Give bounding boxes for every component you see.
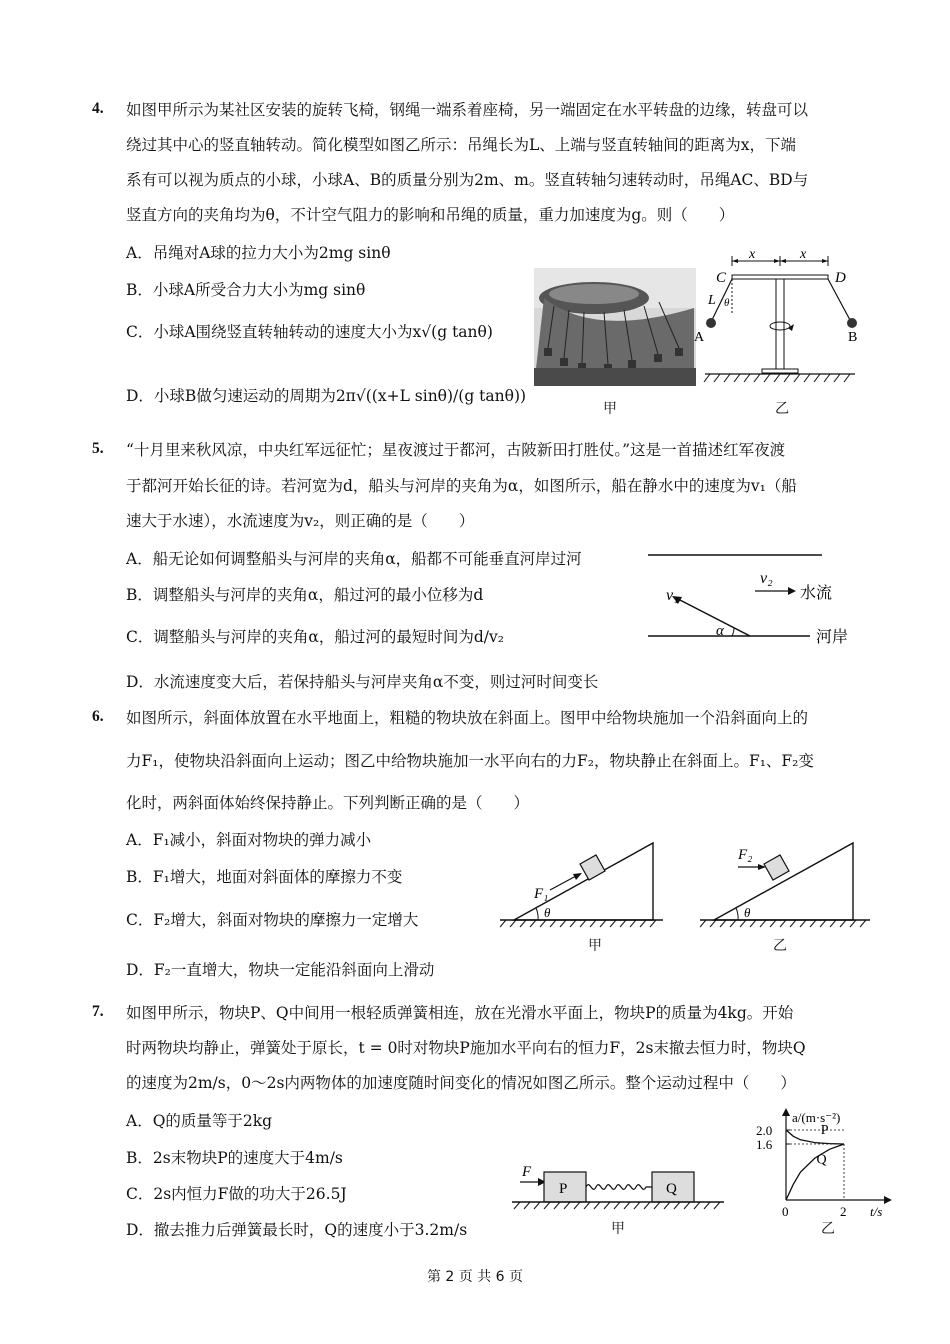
q5-line2: 于都河开始长征的诗。若河宽为d，船头与河岸的夹角为α，如图所示，船在静水中的速度为v₁（船 bbox=[126, 477, 797, 495]
q7-number: 7. bbox=[92, 1003, 104, 1020]
label-c: C bbox=[716, 270, 727, 286]
q4-line2: 绕过其中心的竖直轴转动。简化模型如图乙所示：吊绳长为L、上端与竖直转轴间的距离为x，下端 bbox=[126, 136, 797, 154]
q6-line3: 化时，两斜面体始终保持静止。下列判断正确的是（ ） bbox=[126, 794, 530, 812]
q4-number: 4. bbox=[92, 100, 104, 117]
label-d: D bbox=[835, 270, 846, 286]
x-tick-label: 0 bbox=[782, 1204, 789, 1219]
q7-option-b: B．2s末物块P的速度大于4m/s bbox=[126, 1149, 343, 1167]
series-q-curve bbox=[786, 1144, 844, 1200]
q4-rotation-diagram bbox=[690, 244, 870, 396]
series-p-label: P bbox=[820, 1123, 829, 1139]
label-theta: θ bbox=[724, 297, 730, 309]
q4-option-d: D．小球B做匀速运动的周期为2π√((x+L sinθ)/(g tanθ)) bbox=[126, 387, 527, 405]
q5-river-diagram bbox=[640, 545, 870, 655]
q6-option-a: A．F₁减小，斜面对物块的弹力减小 bbox=[126, 831, 372, 849]
q7-fig-jia-caption: 甲 bbox=[611, 1221, 625, 1237]
q5-option-c: C．调整船头与河岸的夹角α，船过河的最短时间为d/v₂ bbox=[126, 628, 504, 646]
label-a: A bbox=[694, 330, 705, 345]
q6-fig-jia-caption: 甲 bbox=[588, 938, 602, 954]
chart-ylabel: a/(m·s⁻²) bbox=[792, 1110, 841, 1125]
label-l: L bbox=[708, 293, 716, 308]
q6-option-c: C．F₂增大，斜面对物块的摩擦力一定增大 bbox=[126, 911, 419, 929]
label-alpha: α bbox=[716, 623, 724, 639]
acceleration-time-chart bbox=[750, 1104, 900, 1234]
label-theta-yi: θ bbox=[744, 905, 751, 920]
q6-option-b: B．F₁增大，地面对斜面体的摩擦力不变 bbox=[126, 868, 403, 886]
q7-line1: 如图甲所示，物块P、Q中间用一根轻质弹簧相连，放在光滑水平面上，物块P的质量为4kg。开始 bbox=[126, 1004, 794, 1022]
label-f1: F₁ bbox=[534, 886, 549, 902]
label-v2: v₂ bbox=[760, 570, 773, 587]
q4-fig-yi-caption: 乙 bbox=[775, 401, 789, 417]
q7-line3: 的速度为2m/s，0～2s内两物体的加速度随时间变化的情况如图乙所示。整个运动过程中（ ） bbox=[126, 1074, 796, 1092]
q7-option-c: C．2s内恒力F做的功大于26.5J bbox=[126, 1185, 347, 1203]
q4-fig-jia-caption: 甲 bbox=[603, 401, 617, 417]
q4-line3: 系有可以视为质点的小球，小球A、B的质量分别为2m、m。竖直转轴匀速转动时，吊绳AC、BD与 bbox=[126, 171, 809, 189]
y-tick-label: 1.6 bbox=[756, 1137, 773, 1152]
q6-incline-diagrams bbox=[498, 835, 878, 955]
label-b: B bbox=[848, 330, 858, 345]
q4-line1: 如图甲所示为某社区安装的旋转飞椅，钢绳一端系着座椅，另一端固定在水平转盘的边缘，转盘可以 bbox=[126, 101, 809, 119]
q6-number: 6. bbox=[92, 708, 104, 725]
q5-option-b: B．调整船头与河岸的夹角α，船过河的最小位移为d bbox=[126, 586, 484, 604]
q5-line1: “十月里来秋风凉，中央红军远征忙；星夜渡过于都河，古陂新田打胜仗。”这是一首描述红军夜渡 bbox=[126, 441, 786, 459]
q7-option-d: D．撤去推力后弹簧最长时，Q的速度小于3.2m/s bbox=[126, 1221, 468, 1239]
q4-line4: 竖直方向的夹角均为θ，不计空气阻力的影响和吊绳的质量，重力加速度为g。则（ ） bbox=[126, 206, 735, 224]
series-q-label: Q bbox=[816, 1152, 827, 1168]
block-q-label: Q bbox=[666, 1181, 677, 1197]
series-p-curve bbox=[786, 1130, 844, 1144]
y-tick-label: 2.0 bbox=[756, 1123, 773, 1138]
label-f2: F₂ bbox=[738, 847, 753, 863]
x-tick-label: 2 bbox=[840, 1204, 847, 1219]
q7-fig-yi-caption: 乙 bbox=[821, 1221, 835, 1237]
block-p-label: P bbox=[559, 1181, 568, 1197]
q4-option-b: B．小球A所受合力大小为mg sinθ bbox=[126, 281, 366, 299]
label-force-f: F bbox=[522, 1164, 532, 1180]
label-water-flow: 水流 bbox=[800, 583, 833, 602]
q5-option-d: D．水流速度变大后，若保持船头与河岸夹角α不变，则过河时间变长 bbox=[126, 673, 599, 691]
label-x-right: x bbox=[800, 247, 807, 262]
q7-line2: 时两物块均静止，弹簧处于原长，t = 0时对物块P施加水平向右的恒力F，2s末撤去恒力时，物块Q bbox=[126, 1039, 806, 1057]
q6-line2: 力F₁，使物块沿斜面向上运动；图乙中给物块施加一水平向右的力F₂，物块静止在斜面上。F₁、F₂变 bbox=[126, 752, 814, 770]
label-river-bank: 河岸 bbox=[816, 627, 849, 646]
swing-ride-photo bbox=[534, 268, 696, 386]
q5-number: 5. bbox=[92, 440, 104, 457]
q6-fig-yi-caption: 乙 bbox=[773, 938, 787, 954]
label-v1: v₁ bbox=[666, 587, 679, 604]
chart-xlabel: t/s bbox=[870, 1204, 883, 1219]
page-footer: 第 2 页 共 6 页 bbox=[426, 1269, 524, 1285]
q4-option-a: A．吊绳对A球的拉力大小为2mg sinθ bbox=[126, 244, 391, 262]
q6-line1: 如图所示，斜面体放置在水平地面上，粗糙的物块放在斜面上。图甲中给物块施加一个沿斜面向上的 bbox=[126, 709, 809, 727]
q6-option-d: D．F₂一直增大，物块一定能沿斜面向上滑动 bbox=[126, 961, 435, 979]
q7-option-a: A．Q的质量等于2kg bbox=[126, 1112, 273, 1130]
q4-option-c: C．小球A围绕竖直转轴转动的速度大小为x√(g tanθ) bbox=[126, 323, 493, 341]
label-theta-jia: θ bbox=[544, 905, 551, 920]
label-x-left: x bbox=[749, 247, 756, 262]
q5-line3: 速大于水速），水流速度为v₂，则正确的是（ ） bbox=[126, 512, 475, 530]
q5-option-a: A．船无论如何调整船头与河岸的夹角α，船都不可能垂直河岸过河 bbox=[126, 550, 582, 568]
